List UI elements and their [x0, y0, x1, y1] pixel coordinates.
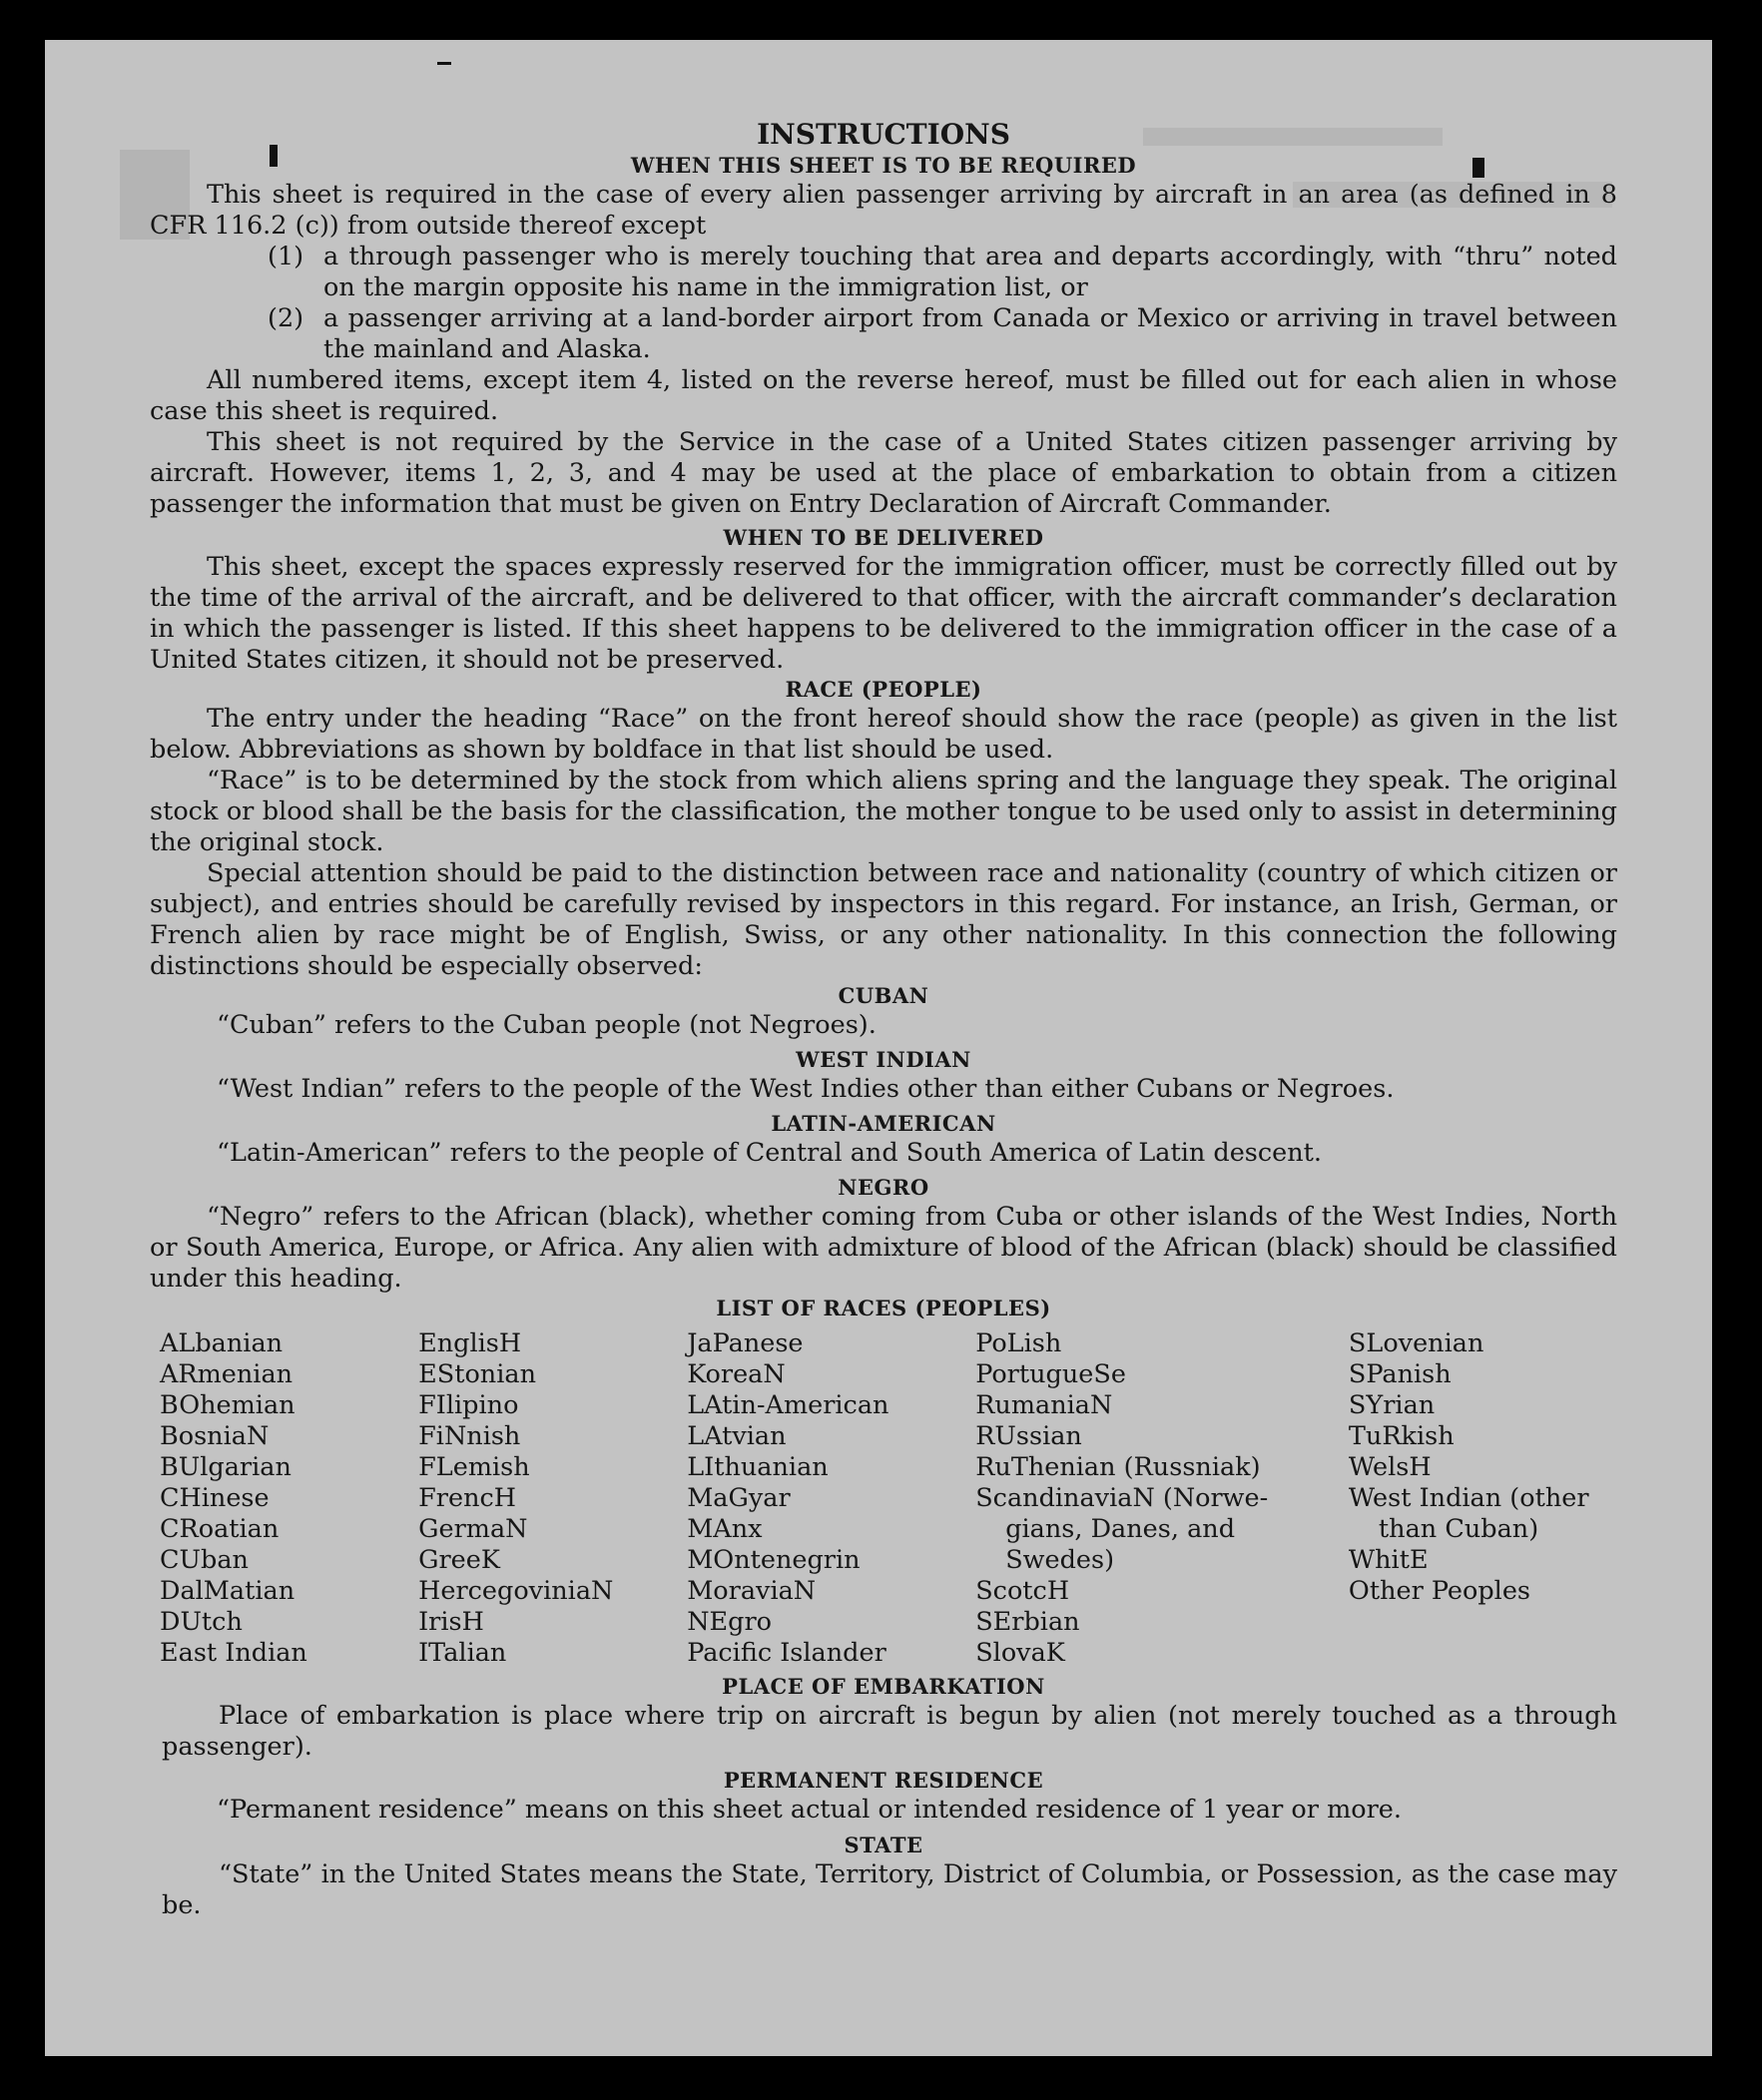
race-entry: KoreaN: [687, 1359, 786, 1389]
race-entry: NEgro: [687, 1607, 772, 1637]
heading-required: WHEN THIS SHEET IS TO BE REQUIRED: [630, 153, 1137, 178]
race-entry: EnglisH: [418, 1328, 522, 1358]
race-entry: SYrian: [1348, 1390, 1436, 1420]
state-text: “State” in the United States means the State, Territory, District of Columbia, or Possession, as the case may be.: [162, 1859, 1617, 1920]
embarkation-text: Place of embarkation is place where trip on aircraft is begun by alien (not merely touched as a through passenger).: [162, 1701, 1617, 1762]
race-entry: TuRkish: [1348, 1421, 1455, 1451]
race-entry: LIthuanian: [687, 1452, 829, 1482]
race-entry: EStonian: [418, 1359, 536, 1389]
race-list-column: [1349, 1328, 1617, 1669]
race-entry: IrisH: [418, 1607, 484, 1637]
race-entry: ALbanian: [160, 1328, 284, 1358]
race-entry: DUtch: [160, 1607, 243, 1637]
race-entry: ARmenian: [160, 1359, 294, 1389]
race-entry: GermaN: [418, 1514, 528, 1544]
exception-text: a through passenger who is merely touching that area and departs accordingly, with “thru” noted on the margin opposite his name in the immigration list, or: [323, 242, 1617, 302]
exception-number: (2): [268, 303, 304, 333]
negro-text: “Negro” refers to the African (black), whether coming from Cuba or other islands of the West Indies, North or South America, Europe, or Africa. Any alien with admixture of blood of the African (black) should be classified under this heading.: [150, 1202, 1617, 1294]
race-entry: PoLish: [975, 1328, 1062, 1358]
latin-american-text: “Latin-American” refers to the people of Central and South America of Latin descent.: [217, 1138, 1323, 1168]
race-entry: RUssian: [975, 1421, 1082, 1451]
race-entry: CUban: [160, 1545, 249, 1575]
race-para-1: The entry under the heading “Race” on the front hereof should show the race (people) as given in the list below. Abbreviations as shown by boldface in that list should be used.: [150, 704, 1617, 765]
race-entry: ScotcH: [975, 1576, 1070, 1606]
race-entry: WelsH: [1348, 1452, 1432, 1482]
page-title: INSTRUCTIONS: [757, 118, 1010, 151]
heading-embarkation: PLACE OF EMBARKATION: [722, 1674, 1045, 1699]
heading-permanent-residence: PERMANENT RESIDENCE: [723, 1768, 1044, 1793]
race-entry: FrencH: [418, 1483, 517, 1513]
race-entry: PortugueSe: [975, 1359, 1126, 1389]
heading-latin-american: LATIN-AMERICAN: [771, 1111, 996, 1136]
race-entry: LAtvian: [687, 1421, 787, 1451]
instructions-body: [150, 118, 1617, 1921]
race-entry: BOhemian: [160, 1390, 295, 1420]
race-entry: Pacific Islander: [687, 1638, 886, 1668]
required-para-3: This sheet is not required by the Service in the case of a United States citizen passenger arriving by aircraft. However, items 1, 2, 3, and 4 may be used at the place of embarkation to obtain from a citizen passenger the information that must be given on Entry Declaration of Aircraft Commander.: [150, 427, 1617, 519]
race-entry: DalMatian: [160, 1576, 295, 1606]
race-entry: WhitE: [1348, 1545, 1429, 1575]
race-para-2: “Race” is to be determined by the stock from which aliens spring and the language they speak. The original stock or blood shall be the basis for the classification, the mother tongue to be used only to assist in determining the original stock.: [150, 766, 1617, 857]
race-list-column: [975, 1328, 1349, 1669]
heading-cuban: CUBAN: [838, 983, 929, 1008]
race-entry: West Indian (other: [1348, 1483, 1589, 1513]
exception-number: (1): [268, 242, 304, 271]
race-entry: BUlgarian: [160, 1452, 292, 1482]
race-entry: Other Peoples: [1348, 1576, 1530, 1606]
race-entry: MOntenegrin: [687, 1545, 861, 1575]
race-entry: RuThenian (Russniak): [975, 1452, 1261, 1482]
cuban-text: “Cuban” refers to the Cuban people (not Negroes).: [217, 1010, 877, 1040]
race-entry: BosniaN: [160, 1421, 270, 1451]
race-entry: CHinese: [160, 1483, 270, 1513]
race-entry: FIlipino: [418, 1390, 519, 1420]
document-page: [45, 40, 1712, 2056]
exception-item: [268, 303, 1617, 365]
race-entry: HercegoviniaN: [418, 1576, 614, 1606]
race-entry: FiNnish: [418, 1421, 521, 1451]
required-intro: This sheet is required in the case of every alien passenger arriving by aircraft in an area (as defined in 8 CFR 116.2 (c)) from outside thereof except: [150, 180, 1617, 241]
race-entry: East Indian: [160, 1638, 307, 1668]
race-list-column: [418, 1328, 687, 1669]
race-list-column: [687, 1328, 975, 1669]
race-entry: MAnx: [687, 1514, 763, 1544]
heading-delivered: WHEN TO BE DELIVERED: [723, 525, 1044, 550]
race-entry: ITalian: [418, 1638, 507, 1668]
race-entry: RumaniaN: [975, 1390, 1113, 1420]
race-entry: gians, Danes, and: [1005, 1514, 1236, 1544]
west-indian-text: “West Indian” refers to the people of the West Indies other than either Cubans or Negroes.: [217, 1074, 1395, 1104]
race-entry: SLovenian: [1348, 1328, 1484, 1358]
exception-item: [268, 242, 1617, 303]
race-entry: MoraviaN: [687, 1576, 817, 1606]
heading-negro: NEGRO: [838, 1175, 929, 1200]
ink-speck: [437, 62, 451, 65]
race-entry: SlovaK: [975, 1638, 1065, 1668]
race-entry: SErbian: [975, 1607, 1080, 1637]
race-entry: Swedes): [1005, 1545, 1115, 1575]
race-entry: SPanish: [1348, 1359, 1452, 1389]
heading-race: RACE (PEOPLE): [785, 677, 982, 702]
race-list-column: [150, 1328, 418, 1669]
race-entry: MaGyar: [687, 1483, 791, 1513]
race-entry: ScandinaviaN (Norwe-: [975, 1483, 1269, 1513]
race-entry: JaPanese: [687, 1328, 804, 1358]
race-para-3: Special attention should be paid to the distinction between race and nationality (country of which citizen or subject), and entries should be carefully revised by inspectors in this regard. For instance, an Irish, German, or French alien by race might be of English, Swiss, or any other nationality. In this connection the following distinctions should be especially observed:: [150, 858, 1617, 981]
heading-state: STATE: [844, 1833, 923, 1857]
permanent-residence-text: “Permanent residence” means on this sheet actual or intended residence of 1 year or more.: [217, 1795, 1402, 1825]
race-entry: CRoatian: [160, 1514, 280, 1544]
delivered-text: This sheet, except the spaces expressly reserved for the immigration officer, must be correctly filled out by the time of the arrival of the aircraft, and be delivered to that officer, with the aircraft commander’s declaration in which the passenger is listed. If this sheet happens to be delivered to the immigration officer in the case of a United States citizen, it should not be preserved.: [150, 552, 1617, 675]
race-entry: GreeK: [418, 1545, 500, 1575]
heading-west-indian: WEST INDIAN: [796, 1047, 971, 1072]
heading-race-list: LIST OF RACES (PEOPLES): [716, 1296, 1051, 1320]
race-list-table: [150, 1328, 1617, 1669]
exception-text: a passenger arriving at a land-border airport from Canada or Mexico or arriving in travel between the mainland and Alaska.: [323, 303, 1617, 364]
race-entry: FLemish: [418, 1452, 530, 1482]
race-entry: LAtin-American: [687, 1390, 889, 1420]
race-entry: than Cuban): [1378, 1514, 1539, 1544]
required-para-2: All numbered items, except item 4, listed on the reverse hereof, must be filled out for each alien in whose case this sheet is required.: [150, 365, 1617, 426]
